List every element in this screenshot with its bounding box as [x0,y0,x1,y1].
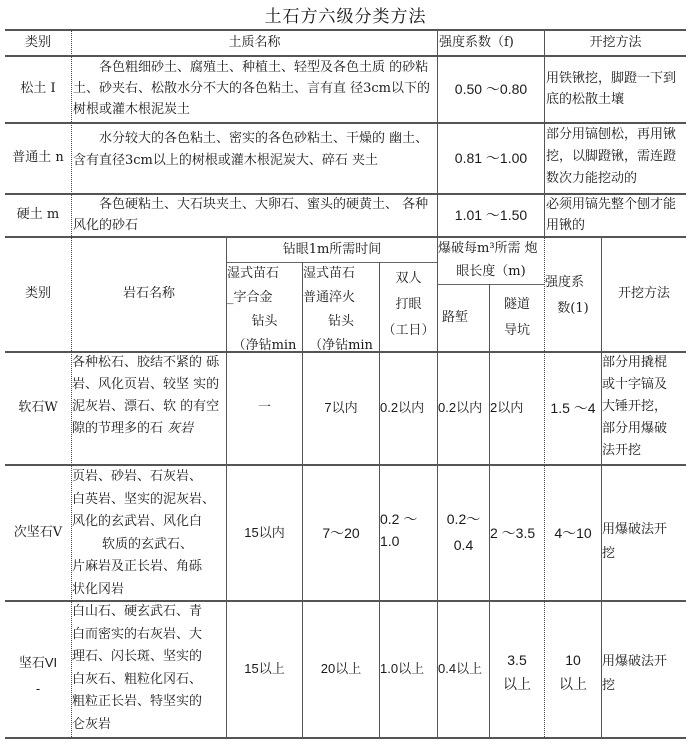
header-drill-steel: 湿式苗石 普通淬火 钻头 （净钻min [303,266,373,351]
header-rock-name: 岩石名称 [122,286,175,301]
rock-method: 用爆破法开 挖 [602,654,668,693]
header-category: 类别 [24,286,51,301]
soil-category: 松土 I [20,81,56,96]
rock-strength: 4〜10 [554,524,592,541]
soil-method: 必须用镐先整个刨才能用锹的 [546,197,677,233]
header-strength: 强度系数（f) [439,34,514,50]
rock-category: 坚石VI - [18,655,58,696]
rock-roadbed: 0.2〜 0.4 [446,511,481,553]
rock-strength: 10 以上 [559,652,587,692]
rock-category: 软石W [18,400,58,415]
vline [544,30,545,236]
header-drill-alloy: 湿式苗石 _字合金 钻头 （净钻min [227,266,297,351]
rock-strength: 1.5 〜4 [550,400,596,416]
header-method: 开挖方法 [589,34,642,50]
soil-name: 水分较大的各色粘土、密实的各色砂粘土、干燥的 幽土、含有直径3cm以上的树根或灌木根泥炭大、碎石 夹土 [73,131,429,168]
header-roadbed: 路堑 [442,310,469,325]
soil-method: 用铁锹挖，脚蹬一下到底的松散土壤 [546,71,677,107]
rock-tunnel: 2 〜3.5 [490,524,536,541]
soil-method: 部分用镐刨松，再用锹挖，以脚蹬锹，需连蹬数次力能挖动的 [546,127,677,186]
rock-drill-steel: 7以内 [324,400,358,415]
rock-method: 用爆破法开 挖 [602,522,668,561]
rock-roadbed: 0.4以上 [438,661,483,676]
soil-name: 各色粗细砂土、腐殖土、种植土、轻型及各色土质 的砂粘土、砂夹右、松散水分不大的各色粘土、言有直 径3cm以下的树根或灌木根泥炭土 [73,60,431,117]
soil-strength: 1.01 〜1.50 [454,207,528,223]
vline [71,30,72,236]
rock-drill-alloy: 15以内 [244,524,285,540]
rock-tunnel: 2以内 [490,400,524,415]
header-tunnel: 隧道 导坑 [503,297,530,338]
header-manual-drill: 双人 打眼 （工日） [382,271,435,338]
rock-category: 次坚石V [13,524,63,540]
rock-drill-alloy: 15以上 [244,661,285,676]
rock-manual: 0.2以内 [380,400,425,415]
rock-roadbed: 0.2以内 [438,400,483,415]
rock-drill-steel: 7〜20 [322,524,360,541]
header-soil-name: 土质名称 [228,34,281,50]
header-method: 开挖方法 [617,286,670,301]
header-drill-time: 钻眼1m所需时间 [282,241,382,257]
rock-drill-alloy: 一 [257,400,271,415]
rock-manual: 1.0以上 [380,661,425,676]
rock-name: 页岩、砂岩、石灰岩、 白英岩、坚实的泥灰岩、 风化的玄武岩、风化白 软质的玄武石、 片麻岩及正长岩、角砾 状化冈岩 [72,469,216,597]
soil-category: 硬土 m [16,207,60,222]
soil-name: 各色硬粘土、大石块夹土、大卵石、蜜头的硬黄土、 各种风化的砂石 [73,197,429,233]
page-title: 土石方六级分类方法 [264,7,427,27]
rule-bottom [5,737,686,739]
soil-category: 普通土 n [12,150,64,165]
soil-strength: 0.81 〜1.00 [454,150,528,166]
soil-strength: 0.50 〜0.80 [454,81,528,97]
rock-method: 部分用撬棍 或十字镐及 大锤开挖， 部分用爆破 法开挖 [602,355,668,458]
header-category: 类别 [24,34,51,50]
rock-tunnel: 3.5 以上 [503,652,531,692]
rock-manual: 0.2 〜 1.0 [380,511,418,549]
header-blast-group: 爆破每m³所需 炮 眼长度（m) [438,241,538,279]
header-strength: 强度系 数(1) [545,275,589,316]
rock-name: 白山石、硬玄武石、青 白而密实的右灰岩、大 理石、闪长斑、坚实的 白灰石、粗粒化冈石、 粗粒正长岩、特坚实的 仑灰岩 [72,604,203,732]
rock-name: 各种松石、胶结不紧的 砾 岩、风化页岩、较坚 实的 泥灰岩、漂石、软 的有空 隙的节理多的石 灰岩 [72,355,220,436]
rock-drill-steel: 20以上 [320,661,362,676]
